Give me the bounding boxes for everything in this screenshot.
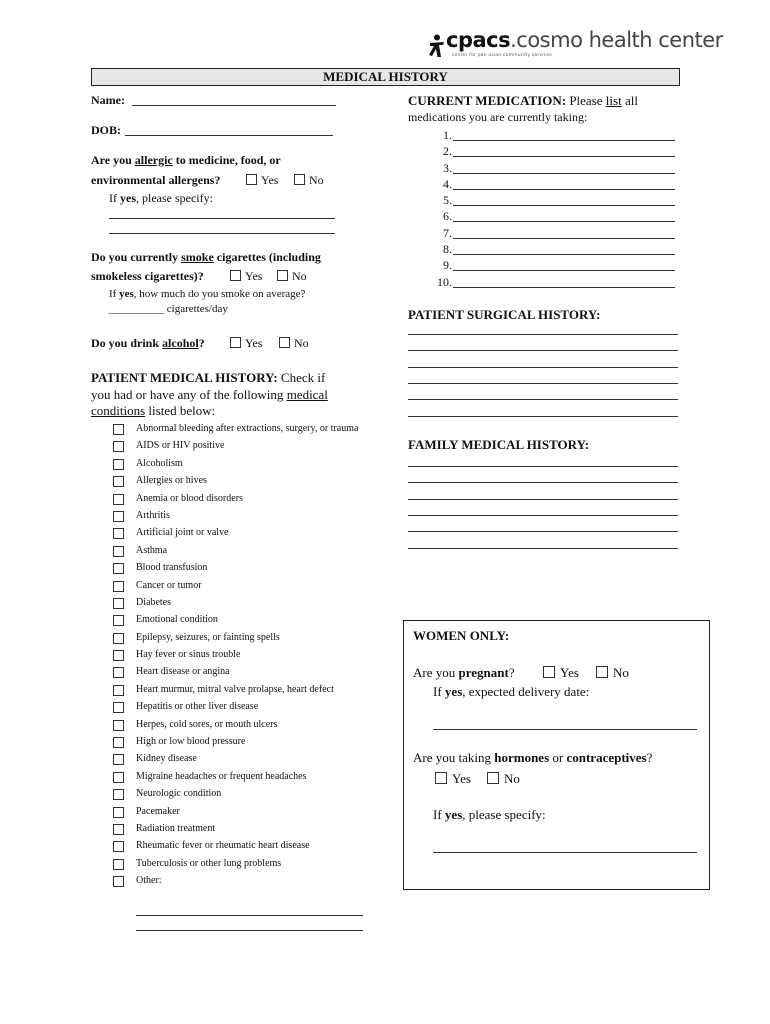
condition-item[interactable] — [113, 562, 368, 574]
condition-item[interactable] — [113, 580, 368, 592]
condition-label: Kidney disease — [136, 753, 197, 765]
checkbox[interactable] — [113, 441, 124, 452]
condition-label: Arthritis — [136, 509, 170, 521]
medication-number: 3. — [443, 160, 452, 175]
condition-item[interactable] — [113, 632, 368, 644]
checkbox[interactable] — [113, 581, 124, 592]
medication-number: 9. — [443, 258, 452, 273]
condition-item[interactable] — [113, 510, 368, 522]
medication-list — [425, 127, 675, 290]
smoke-followup — [109, 288, 305, 300]
delivery-date-label — [433, 684, 589, 700]
condition-item[interactable] — [113, 545, 368, 557]
pmh-heading: PATIENT MEDICAL HISTORY: — [91, 370, 278, 385]
condition-item[interactable] — [113, 649, 368, 661]
condition-label: High or low blood pressure — [136, 736, 246, 748]
hormones-spec-pre: If — [433, 807, 445, 822]
checkbox[interactable] — [113, 859, 124, 870]
checkbox[interactable] — [113, 615, 124, 626]
surgical-history-heading: PATIENT SURGICAL HISTORY: — [408, 307, 601, 322]
condition-label: Anemia or blood disorders — [136, 492, 243, 504]
family-history-line[interactable] — [408, 499, 678, 500]
family-history-line[interactable] — [408, 531, 678, 532]
page-title: MEDICAL HISTORY — [91, 68, 680, 86]
other-line-1[interactable] — [136, 915, 363, 916]
name-label: Name: — [91, 93, 125, 107]
checkbox[interactable] — [113, 772, 124, 783]
condition-item[interactable] — [113, 423, 368, 435]
alcohol-q-post: ? — [198, 336, 205, 350]
medication-line[interactable] — [453, 156, 675, 157]
condition-label: Allergies or hives — [136, 475, 207, 487]
medication-number: 2. — [443, 144, 452, 159]
allergy-no-option[interactable] — [294, 173, 324, 188]
allergy-q-underlined: allergic — [134, 153, 173, 167]
logo-wordmark — [446, 28, 723, 52]
dob-field[interactable] — [125, 135, 333, 136]
medication-number: 10. — [437, 274, 452, 289]
pmh-text3-post: listed below: — [145, 403, 216, 418]
checkbox[interactable] — [113, 633, 124, 644]
checkbox[interactable] — [230, 337, 241, 348]
alcohol-q-pre: Do you drink — [91, 336, 163, 350]
hormones-q-post: ? — [646, 750, 653, 765]
condition-item[interactable] — [113, 458, 368, 470]
logo-tagline: center for pan asian community services — [452, 53, 552, 58]
condition-label: Radiation treatment — [136, 822, 216, 834]
surgical-history-line[interactable] — [408, 334, 678, 335]
hormones-no-label: No — [504, 771, 520, 786]
name-field[interactable] — [132, 105, 336, 106]
condition-label: Migraine headaches or frequent headaches — [136, 770, 307, 782]
condition-item[interactable] — [113, 475, 368, 487]
pregnant-yes-option[interactable] — [543, 665, 579, 681]
checkbox[interactable] — [596, 666, 608, 678]
medication-row[interactable] — [425, 208, 675, 224]
pregnant-question — [413, 665, 515, 681]
delivery-follow-post: , expected delivery date: — [462, 684, 590, 699]
condition-label: Rheumatic fever or rheumatic heart disease — [136, 840, 310, 852]
other-line-2[interactable] — [136, 930, 363, 931]
condition-item[interactable] — [113, 493, 368, 505]
checkbox[interactable] — [113, 754, 124, 765]
checkbox[interactable] — [113, 598, 124, 609]
condition-label: Pacemaker — [136, 805, 180, 817]
checkbox[interactable] — [113, 546, 124, 557]
allergy-q-pre: Are you — [91, 153, 135, 167]
checkbox[interactable] — [113, 667, 124, 678]
hormones-q-bold2: contraceptives — [566, 750, 647, 765]
condition-label: Asthma — [136, 544, 168, 556]
checkbox[interactable] — [113, 824, 124, 835]
medication-row[interactable] — [425, 160, 675, 176]
checkbox[interactable] — [113, 511, 124, 522]
pmh-text2-pre: you had or have any of the following — [91, 387, 287, 402]
pmh-line1 — [91, 370, 325, 386]
condition-item[interactable] — [113, 788, 368, 800]
condition-item[interactable] — [113, 736, 368, 748]
checkbox[interactable] — [113, 702, 124, 713]
smoke-question — [91, 250, 321, 265]
condition-label: Other: — [136, 875, 162, 887]
checkbox[interactable] — [113, 476, 124, 487]
condition-label: Heart disease or angina — [136, 666, 230, 678]
condition-label: Hepatitis or other liver disease — [136, 701, 259, 713]
pregnant-q-bold: pregnant — [458, 665, 509, 680]
alcohol-question — [91, 336, 205, 351]
condition-label: Heart murmur, mitral valve prolapse, heart defect — [136, 683, 334, 695]
logo-rest: .cosmo health center — [510, 28, 723, 52]
hormones-q-pre: Are you taking — [413, 750, 495, 765]
smoke-yes-label: Yes — [245, 269, 263, 283]
logo-brand: cpacs — [446, 28, 511, 52]
conditions-list — [113, 423, 368, 893]
medication-number: 1. — [443, 128, 452, 142]
surgical-history-line[interactable] — [408, 399, 678, 400]
alcohol-no-label: No — [294, 336, 309, 350]
allergy-follow-yes: yes — [120, 191, 136, 205]
women-only-heading: WOMEN ONLY: — [413, 628, 510, 643]
condition-label: Tuberculosis or other lung problems — [136, 857, 282, 869]
checkbox[interactable] — [113, 494, 124, 505]
medication-line[interactable] — [453, 238, 675, 239]
smoke-follow-yes: yes — [119, 288, 134, 300]
medication-line[interactable] — [453, 221, 675, 222]
condition-label: Cancer or tumor — [136, 579, 202, 591]
checkbox[interactable] — [113, 789, 124, 800]
allergy-question-line2: environmental allergens? — [91, 173, 221, 187]
checkbox[interactable] — [113, 737, 124, 748]
condition-label: Hay fever or sinus trouble — [136, 649, 241, 661]
medication-line[interactable] — [453, 270, 675, 271]
pregnant-q-pre: Are you — [413, 665, 459, 680]
condition-label: Diabetes — [136, 596, 171, 608]
smoke-q-post: cigarettes (including — [213, 250, 321, 264]
family-history-heading: FAMILY MEDICAL HISTORY: — [408, 437, 590, 452]
hormones-no-option[interactable] — [487, 771, 520, 787]
condition-item[interactable] — [113, 597, 368, 609]
condition-item[interactable] — [113, 701, 368, 713]
family-history-line[interactable] — [408, 515, 678, 516]
allergy-yes-label: Yes — [261, 173, 279, 187]
pregnant-no-label: No — [613, 665, 629, 680]
condition-label: Neurologic condition — [136, 788, 222, 800]
medication-line[interactable] — [453, 173, 675, 174]
surgical-history-line[interactable] — [408, 416, 678, 417]
condition-label: AIDS or HIV positive — [136, 440, 225, 452]
medication-line[interactable] — [453, 254, 675, 255]
condition-item[interactable] — [113, 806, 368, 818]
checkbox[interactable] — [230, 270, 241, 281]
condition-item[interactable] — [113, 858, 368, 870]
condition-item[interactable] — [113, 666, 368, 678]
pmh-text2-underlined: medical — [286, 387, 328, 402]
medication-line[interactable] — [453, 287, 675, 288]
checkbox[interactable] — [487, 772, 499, 784]
checkbox[interactable] — [113, 807, 124, 818]
hormones-spec-yes: yes — [444, 807, 463, 822]
medication-heading: CURRENT MEDICATION: — [408, 93, 567, 108]
allergy-q-post: to medicine, food, or — [172, 153, 281, 167]
condition-label: Emotional condition — [136, 614, 218, 626]
allergy-followup — [109, 191, 213, 206]
smoke-q-pre: Do you currently — [91, 250, 182, 264]
family-history-line[interactable] — [408, 482, 678, 483]
hormones-yes-option[interactable] — [435, 771, 471, 787]
allergy-follow-post: , please specify: — [136, 191, 213, 205]
women-only-box — [403, 620, 710, 890]
checkbox[interactable] — [113, 876, 124, 887]
allergy-follow-pre: If — [109, 191, 120, 205]
alcohol-yes-option[interactable] — [230, 336, 262, 351]
family-history-line[interactable] — [408, 548, 678, 549]
surgical-history-line[interactable] — [408, 350, 678, 351]
medication-text-underlined: list — [605, 93, 622, 108]
hormones-q-mid: or — [549, 750, 567, 765]
medication-number: 5. — [443, 193, 452, 208]
medication-row[interactable] — [425, 274, 675, 290]
smoke-per-day[interactable]: __________ cigarettes/day — [109, 303, 228, 315]
hormones-question — [413, 750, 652, 766]
condition-item[interactable] — [113, 719, 368, 731]
condition-item[interactable] — [113, 840, 368, 852]
delivery-follow-pre: If — [433, 684, 445, 699]
alcohol-q-underlined: alcohol — [162, 336, 199, 350]
smoke-no-option[interactable] — [277, 269, 307, 284]
pmh-text1: Check if — [277, 370, 326, 385]
condition-item[interactable] — [113, 753, 368, 765]
medication-number: 4. — [443, 176, 452, 191]
condition-item[interactable] — [113, 440, 368, 452]
allergy-specify-line-2[interactable] — [109, 233, 335, 234]
condition-item[interactable] — [113, 527, 368, 539]
checkbox[interactable] — [277, 270, 288, 281]
hormones-q-bold1: hormones — [494, 750, 550, 765]
condition-item[interactable] — [113, 823, 368, 835]
smoke-no-label: No — [292, 269, 307, 283]
medication-intro — [408, 93, 680, 109]
condition-label: Alcoholism — [136, 457, 183, 469]
smoke-follow-post: , how much do you smoke on average? — [133, 288, 306, 300]
hormones-yes-label: Yes — [452, 771, 471, 786]
smoke-yes-option[interactable] — [230, 269, 262, 284]
dob-label: DOB: — [91, 123, 121, 137]
medication-row[interactable] — [425, 127, 675, 143]
pregnant-no-option[interactable] — [596, 665, 629, 681]
checkbox[interactable] — [113, 528, 124, 539]
person-logo-icon — [428, 34, 446, 58]
checkbox[interactable] — [113, 841, 124, 852]
medication-line[interactable] — [453, 189, 675, 190]
medication-row[interactable] — [425, 143, 675, 159]
medication-row[interactable] — [425, 257, 675, 273]
medication-intro-line2: medications you are currently taking: — [408, 110, 588, 124]
medication-line[interactable] — [453, 205, 675, 206]
alcohol-no-option[interactable] — [279, 336, 309, 351]
medication-number: 6. — [443, 209, 452, 224]
smoke-follow-pre: If — [109, 288, 120, 300]
condition-label: Abnormal bleeding after extractions, surgery, or trauma — [136, 423, 359, 434]
smoke-q-underlined: smoke — [181, 250, 214, 264]
surgical-history-line[interactable] — [408, 383, 678, 384]
medication-text-post: all — [621, 93, 638, 108]
pregnant-q-post: ? — [508, 665, 515, 680]
medication-text-pre: Please — [566, 93, 606, 108]
medication-number: 8. — [443, 242, 452, 257]
checkbox[interactable] — [113, 459, 124, 470]
checkbox[interactable] — [246, 174, 257, 185]
condition-label: Blood transfusion — [136, 562, 208, 574]
condition-label: Epilepsy, seizures, or fainting spells — [136, 631, 280, 643]
allergy-yes-option[interactable] — [246, 173, 278, 188]
condition-item[interactable] — [113, 684, 368, 696]
checkbox[interactable] — [543, 666, 555, 678]
checkbox[interactable] — [113, 424, 124, 435]
condition-item[interactable] — [113, 614, 368, 626]
medication-row[interactable] — [425, 241, 675, 257]
condition-item[interactable] — [113, 771, 368, 783]
pmh-line2 — [91, 387, 328, 403]
checkbox[interactable] — [435, 772, 447, 784]
checkbox[interactable] — [279, 337, 290, 348]
condition-item[interactable] — [113, 875, 368, 887]
pregnant-yes-label: Yes — [560, 665, 579, 680]
medication-row[interactable] — [425, 225, 675, 241]
medication-line[interactable] — [453, 140, 675, 141]
condition-label: Herpes, cold sores, or mouth ulcers — [136, 718, 278, 730]
checkbox[interactable] — [113, 563, 124, 574]
allergy-specify-line-1[interactable] — [109, 218, 335, 219]
checkbox[interactable] — [113, 650, 124, 661]
checkbox[interactable] — [294, 174, 305, 185]
delivery-date-field[interactable] — [433, 729, 697, 730]
medication-number: 7. — [443, 225, 452, 240]
condition-label: Artificial joint or valve — [136, 527, 229, 539]
allergy-no-label: No — [309, 173, 324, 187]
pmh-text3-underlined: conditions — [91, 403, 146, 418]
hormones-specify-field[interactable] — [433, 852, 697, 853]
medication-row[interactable] — [425, 176, 675, 192]
delivery-follow-yes: yes — [444, 684, 463, 699]
hormones-specify-label — [433, 807, 546, 823]
family-history-line[interactable] — [408, 466, 678, 467]
medication-row[interactable] — [425, 192, 675, 208]
checkbox[interactable] — [113, 685, 124, 696]
cpacs-logo — [428, 28, 723, 62]
alcohol-yes-label: Yes — [245, 336, 263, 350]
allergy-question — [91, 153, 281, 168]
surgical-history-line[interactable] — [408, 367, 678, 368]
pmh-line3 — [91, 403, 215, 419]
hormones-spec-post: , please specify: — [462, 807, 546, 822]
smoke-question-line2: smokeless cigarettes)? — [91, 269, 204, 283]
checkbox[interactable] — [113, 720, 124, 731]
